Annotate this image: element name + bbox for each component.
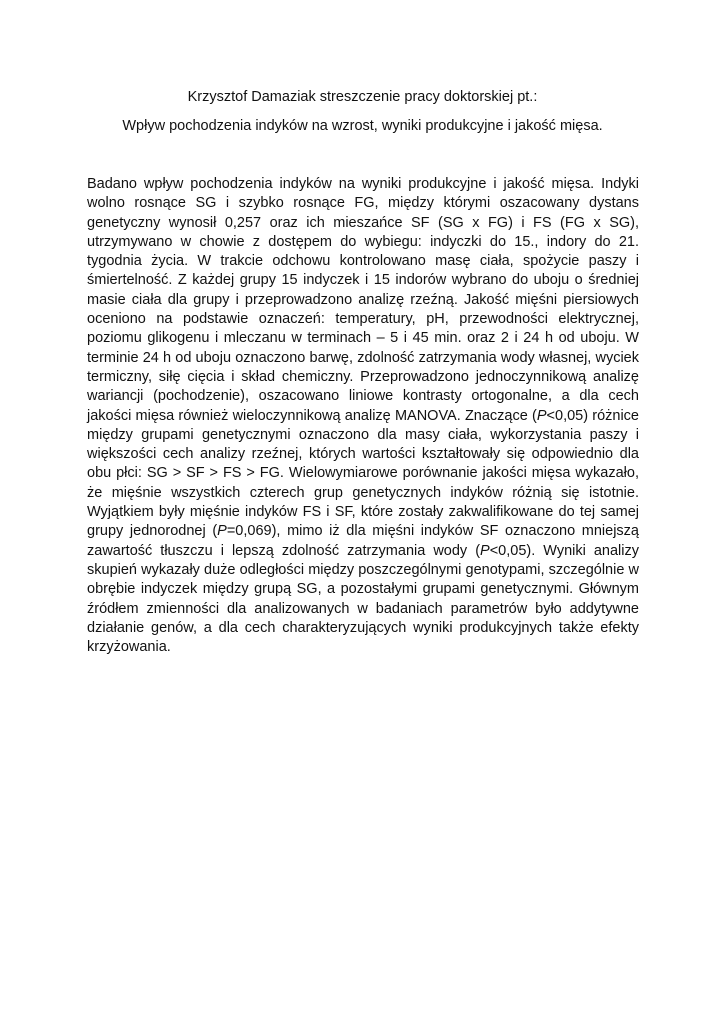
thesis-title: Wpływ pochodzenia indyków na wzrost, wyniki produkcyjne i jakość mięsa. [122,118,603,134]
abstract-paragraph: Badano wpływ pochodzenia indyków na wyniki produkcyjne i jakość mięsa. Indyki wolno rosnące SG i szybko rosnące FG, między którymi oszacowany dystans genetyczny wynosił 0,257 oraz ich mieszańce SF (SG x FG) i FS (FG x SG), utrzymywano w chowie z dostępem do wybiegu: indyczki do 15., indory do 21. tygodnia życia. W trakcie odchowu kontrolowano masę ciała, spożycie paszy i śmiertelność. Z każdej grupy 15 indyczek i 15 indorów wybrano do uboju o średniej masie ciała dla grupy i przeprowadzono analizę rzeźną. Jakość mięśni piersiowych oceniono na podstawie oznaczeń: temperatury, pH, przewodności elektrycznej, poziomu glikogenu i mleczanu w terminach – 5 i 45 min. oraz 2 i 24 h od uboju. W terminie 24 h od uboju oznaczono barwę, zdolność zatrzymania wody własnej, wyciek termiczny, siłę cięcia i skład chemiczny. Przeprowadzono jednoczynnikową analizę wariancji (pochodzenie), oszacowano liniowe kontrasty ortogonalne, a dla cech jakości mięsa również wieloczynnikową analizę MANOVA. Znaczące (P<0,05) różnice między grupami genetycznymi oznaczono dla masy ciała, wykorzystania paszy i większości cech analizy rzeźnej, których wartości kształtowały się odpowiednio dla obu płci: SG > SF > FS > FG. Wielowymiarowe porównanie jakości mięsa wykazało, że mięśnie wszystkich czterech grup genetycznych indyków różnią się istotnie. Wyjątkiem były mięśnie indyków FS i SF, które zostały zakwalifikowane do tej samej grupy jednorodnej (P=0,069), mimo iż dla mięśni indyków SF oznaczono mniejszą zawartość tłuszczu i lepszą zdolność zatrzymania wody (P<0,05). Wyniki analizy skupień wykazały duże odległości między poszczególnymi genotypami, szczególnie w obrębie indyczek między grupą SG, a pozostałymi grupami genetycznymi. Głównym źródłem zmienności dla analizowanych w badaniach parametrów było addytywne działanie genów, a dla cech charakteryzujących wyniki produkcyjnych także efekty krzyżowania. [87,176,639,656]
author-line: Krzysztof Damaziak streszczenie pracy doktorskiej pt.: [187,89,538,105]
